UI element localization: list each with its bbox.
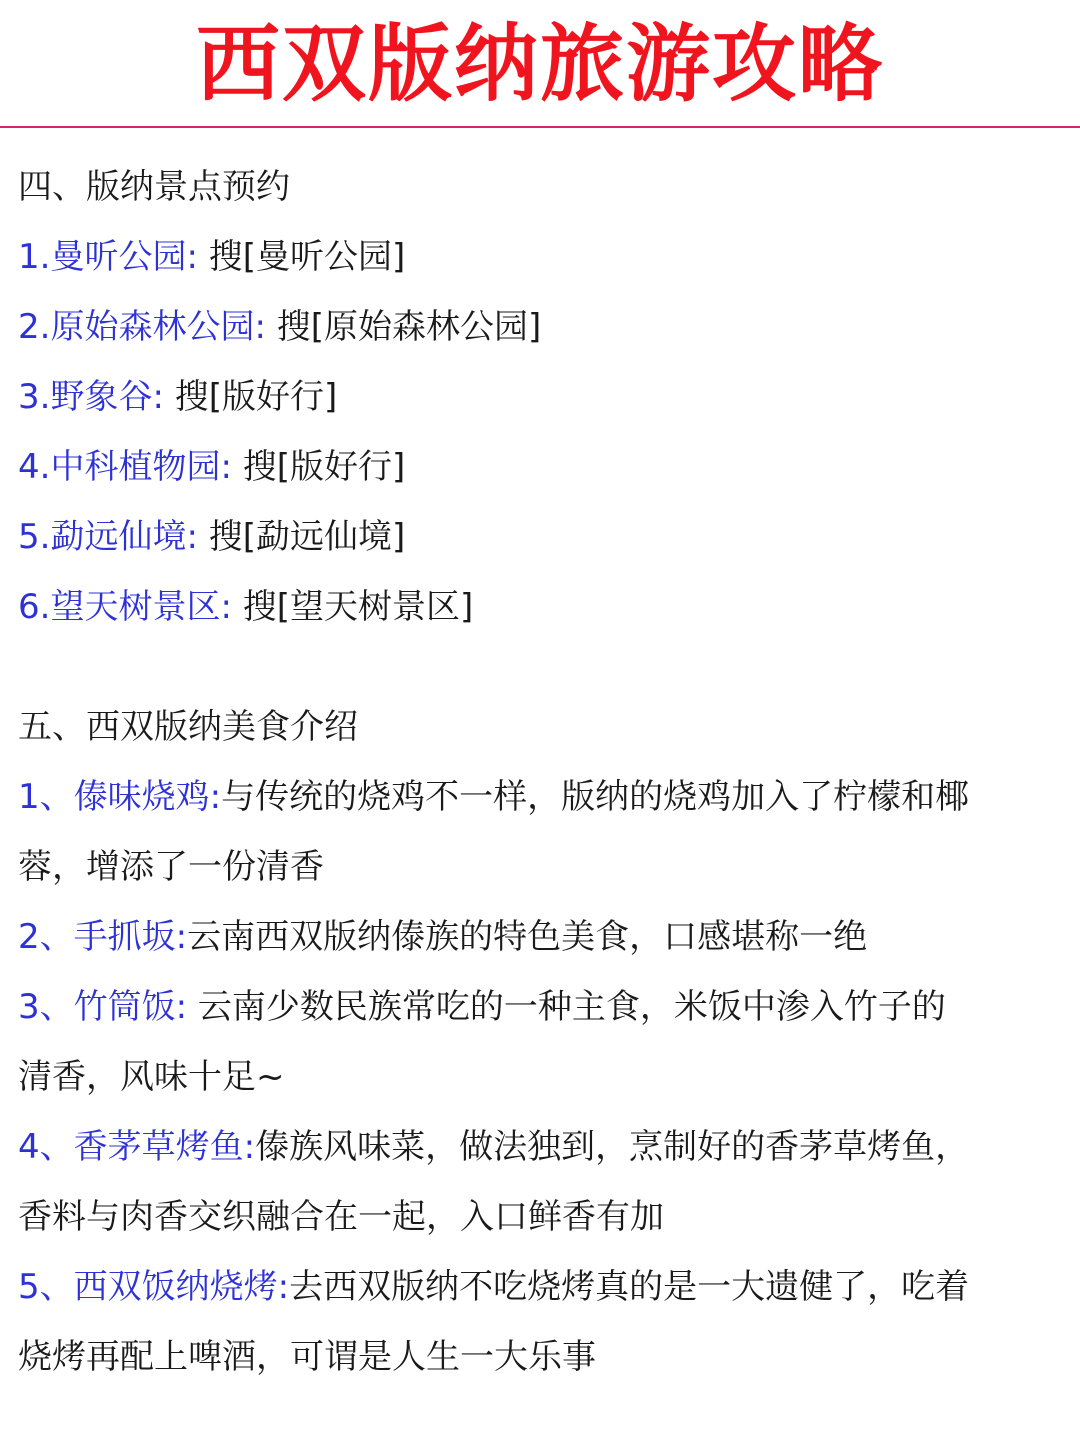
- section-heading-attractions: 四、版纳景点预约: [18, 167, 290, 207]
- item-text: 去西双版纳不吃烧烤真的是一大遗健了，吃着: [289, 1267, 970, 1307]
- item-text: 搜[曼听公园]: [197, 237, 406, 277]
- list-item: [18, 362, 1070, 432]
- list-item: [18, 572, 1070, 642]
- list-item-continuation: 蓉，增添了一份清香: [18, 847, 324, 887]
- item-text: 搜[原始森林公园]: [265, 307, 542, 347]
- item-text: 搜[版好行]: [163, 377, 338, 417]
- item-label: 1.曼听公园:: [18, 237, 198, 277]
- item-text: 与传统的烧鸡不一样，版纳的烧鸡加入了柠檬和椰: [221, 777, 970, 817]
- page-title: 西双版纳旅游攻略: [195, 15, 884, 113]
- item-text: 云南少数民族常吃的一种主食，米饭中渗入竹子的: [187, 987, 946, 1027]
- list-item-continuation: 清香，风味十足~: [18, 1057, 285, 1097]
- title-divider: [0, 126, 1080, 128]
- item-label: 3.野象谷:: [18, 377, 164, 417]
- item-label: 2、手抓坂:: [18, 917, 188, 957]
- item-text: 搜[版好行]: [231, 447, 406, 487]
- item-text: 搜[望天树景区]: [231, 587, 474, 627]
- list-item: [18, 502, 1070, 572]
- item-text: 傣族风味菜，做法独到，烹制好的香茅草烤鱼，: [255, 1127, 970, 1167]
- item-label: 3、竹筒饭:: [18, 987, 188, 1027]
- item-label: 1、傣味烧鸡:: [18, 777, 222, 817]
- item-label: 6.望天树景区:: [18, 587, 232, 627]
- list-item: [18, 762, 1070, 832]
- list-item: [18, 1112, 1070, 1182]
- list-item: [18, 1252, 1070, 1322]
- item-text: 搜[勐远仙境]: [197, 517, 406, 557]
- list-item: [18, 972, 1070, 1042]
- item-label: 2.原始森林公园:: [18, 307, 266, 347]
- section-heading-food: 五、西双版纳美食介绍: [18, 707, 358, 747]
- item-label: 4.中科植物园:: [18, 447, 232, 487]
- list-item: [18, 432, 1070, 502]
- item-label: 5.勐远仙境:: [18, 517, 198, 557]
- list-item: [18, 222, 1070, 292]
- list-item: [18, 902, 1070, 972]
- list-item-continuation: 烧烤再配上啤酒，可谓是人生一大乐事: [18, 1337, 596, 1377]
- list-item-continuation: 香料与肉香交织融合在一起，入口鲜香有加: [18, 1197, 664, 1237]
- item-label: 4、香茅草烤鱼:: [18, 1127, 256, 1167]
- item-text: 云南西双版纳傣族的特色美食，口感堪称一绝: [187, 917, 868, 957]
- list-item: [18, 292, 1070, 362]
- item-label: 5、西双饭纳烧烤:: [18, 1267, 290, 1307]
